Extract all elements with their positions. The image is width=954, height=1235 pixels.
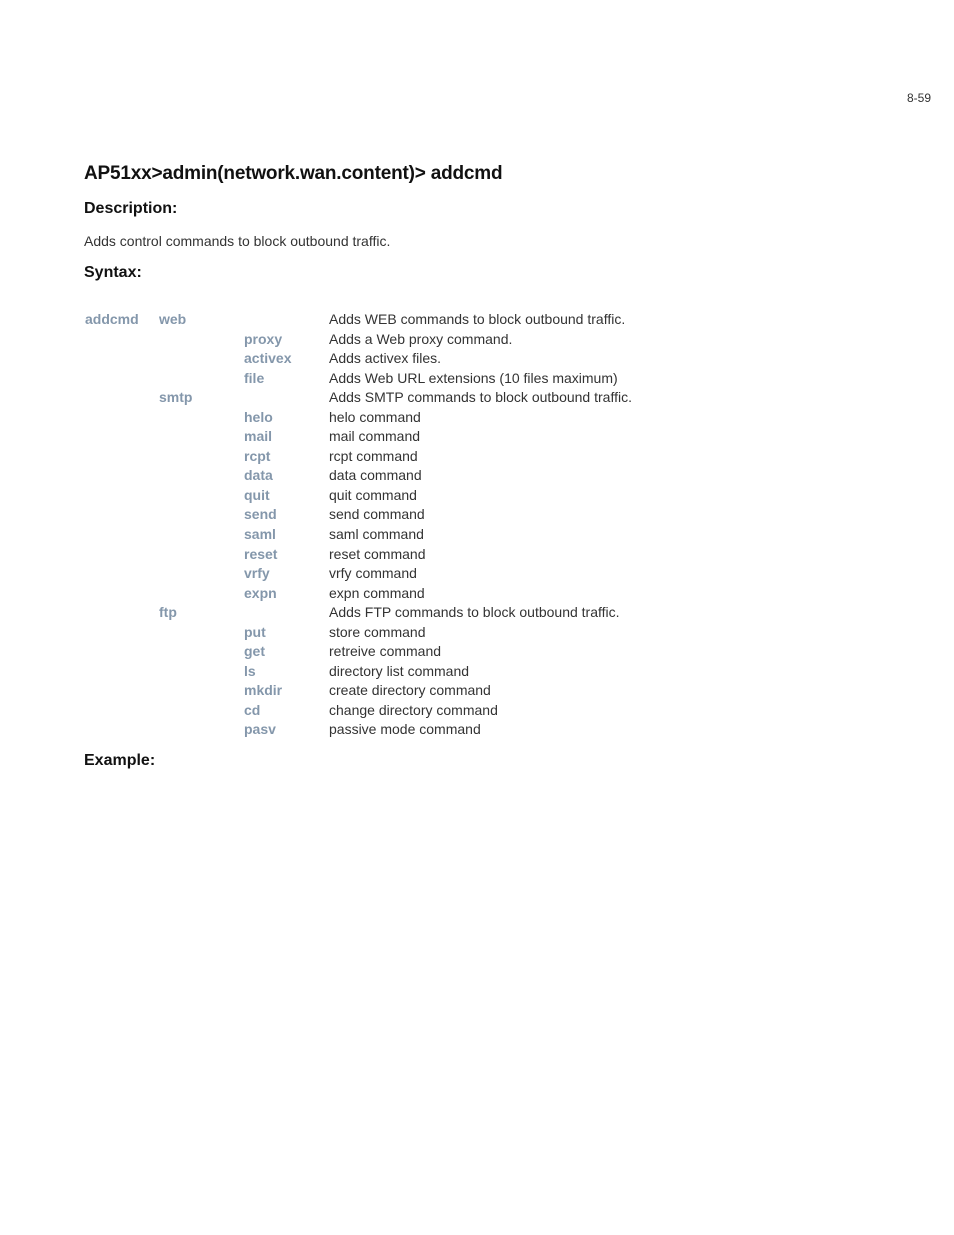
syntax-option: vrfy bbox=[244, 565, 270, 582]
syntax-description: vrfy command bbox=[329, 565, 417, 582]
syntax-row bbox=[84, 525, 684, 545]
syntax-description: retreive command bbox=[329, 643, 442, 660]
syntax-option: data bbox=[244, 467, 273, 484]
description-text: Adds control commands to block outbound traffic. bbox=[84, 233, 391, 249]
syntax-description: saml command bbox=[329, 526, 424, 543]
syntax-row bbox=[84, 603, 684, 623]
syntax-option: expn bbox=[244, 584, 277, 601]
syntax-description: passive mode command bbox=[329, 721, 481, 738]
syntax-row bbox=[84, 584, 684, 604]
syntax-row bbox=[84, 408, 684, 428]
syntax-description: reset command bbox=[329, 545, 426, 562]
syntax-description: mail command bbox=[329, 428, 421, 445]
syntax-option: file bbox=[244, 369, 265, 386]
syntax-description: store command bbox=[329, 623, 426, 640]
syntax-option: rcpt bbox=[244, 447, 271, 464]
syntax-row bbox=[84, 681, 684, 701]
syntax-option: helo bbox=[244, 408, 273, 425]
syntax-description: expn command bbox=[329, 584, 425, 601]
syntax-option: activex bbox=[244, 350, 292, 367]
syntax-description: Adds WEB commands to block outbound traffic. bbox=[329, 311, 626, 327]
syntax-row bbox=[84, 642, 684, 662]
syntax-option: proxy bbox=[244, 330, 283, 347]
syntax-option: reset bbox=[244, 545, 278, 562]
syntax-option: put bbox=[244, 623, 266, 640]
syntax-row bbox=[84, 330, 684, 350]
syntax-row bbox=[84, 564, 684, 584]
example-heading: Example: bbox=[84, 752, 156, 769]
syntax-row bbox=[84, 466, 684, 486]
syntax-row bbox=[84, 545, 684, 565]
syntax-command: addcmd bbox=[85, 311, 139, 327]
syntax-table bbox=[84, 310, 684, 740]
syntax-row bbox=[84, 505, 684, 525]
syntax-row bbox=[84, 349, 684, 369]
syntax-description: helo command bbox=[329, 408, 421, 425]
syntax-option: send bbox=[244, 506, 277, 523]
syntax-description: rcpt command bbox=[329, 447, 418, 464]
syntax-subcommand: ftp bbox=[159, 604, 177, 621]
syntax-description: quit command bbox=[329, 486, 417, 503]
syntax-row bbox=[84, 310, 684, 330]
syntax-row bbox=[84, 369, 684, 389]
syntax-option: mkdir bbox=[244, 682, 283, 699]
syntax-description: directory list command bbox=[329, 662, 470, 679]
syntax-description: create directory command bbox=[329, 682, 491, 699]
syntax-row bbox=[84, 388, 684, 408]
syntax-row bbox=[84, 662, 684, 682]
syntax-option: quit bbox=[244, 486, 270, 503]
syntax-row bbox=[84, 486, 684, 506]
syntax-row bbox=[84, 720, 684, 740]
syntax-row bbox=[84, 701, 684, 721]
syntax-row bbox=[84, 447, 684, 467]
syntax-description: Adds SMTP commands to block outbound traffic. bbox=[329, 389, 632, 406]
syntax-option: mail bbox=[244, 428, 273, 445]
syntax-option: get bbox=[244, 643, 265, 660]
syntax-option: ls bbox=[244, 662, 256, 679]
syntax-subcommand: web bbox=[159, 311, 187, 327]
page-number: 8-59 bbox=[906, 91, 931, 105]
syntax-description: Adds activex files. bbox=[329, 350, 442, 367]
syntax-subcommand: smtp bbox=[159, 389, 193, 406]
syntax-option: cd bbox=[244, 701, 261, 718]
syntax-option: pasv bbox=[244, 721, 276, 738]
syntax-row bbox=[84, 623, 684, 643]
command-heading: AP51xx>admin(network.wan.content)> addcmd bbox=[84, 163, 503, 184]
syntax-description: Adds Web URL extensions (10 files maximum) bbox=[329, 369, 618, 386]
description-heading: Description: bbox=[84, 200, 178, 217]
syntax-heading: Syntax: bbox=[84, 264, 142, 281]
syntax-row bbox=[84, 427, 684, 447]
syntax-description: send command bbox=[329, 506, 425, 523]
syntax-description: change directory command bbox=[329, 701, 498, 718]
syntax-option: saml bbox=[244, 526, 276, 543]
syntax-description: data command bbox=[329, 467, 422, 484]
syntax-description: Adds FTP commands to block outbound traffic. bbox=[329, 604, 620, 621]
syntax-description: Adds a Web proxy command. bbox=[329, 330, 513, 347]
